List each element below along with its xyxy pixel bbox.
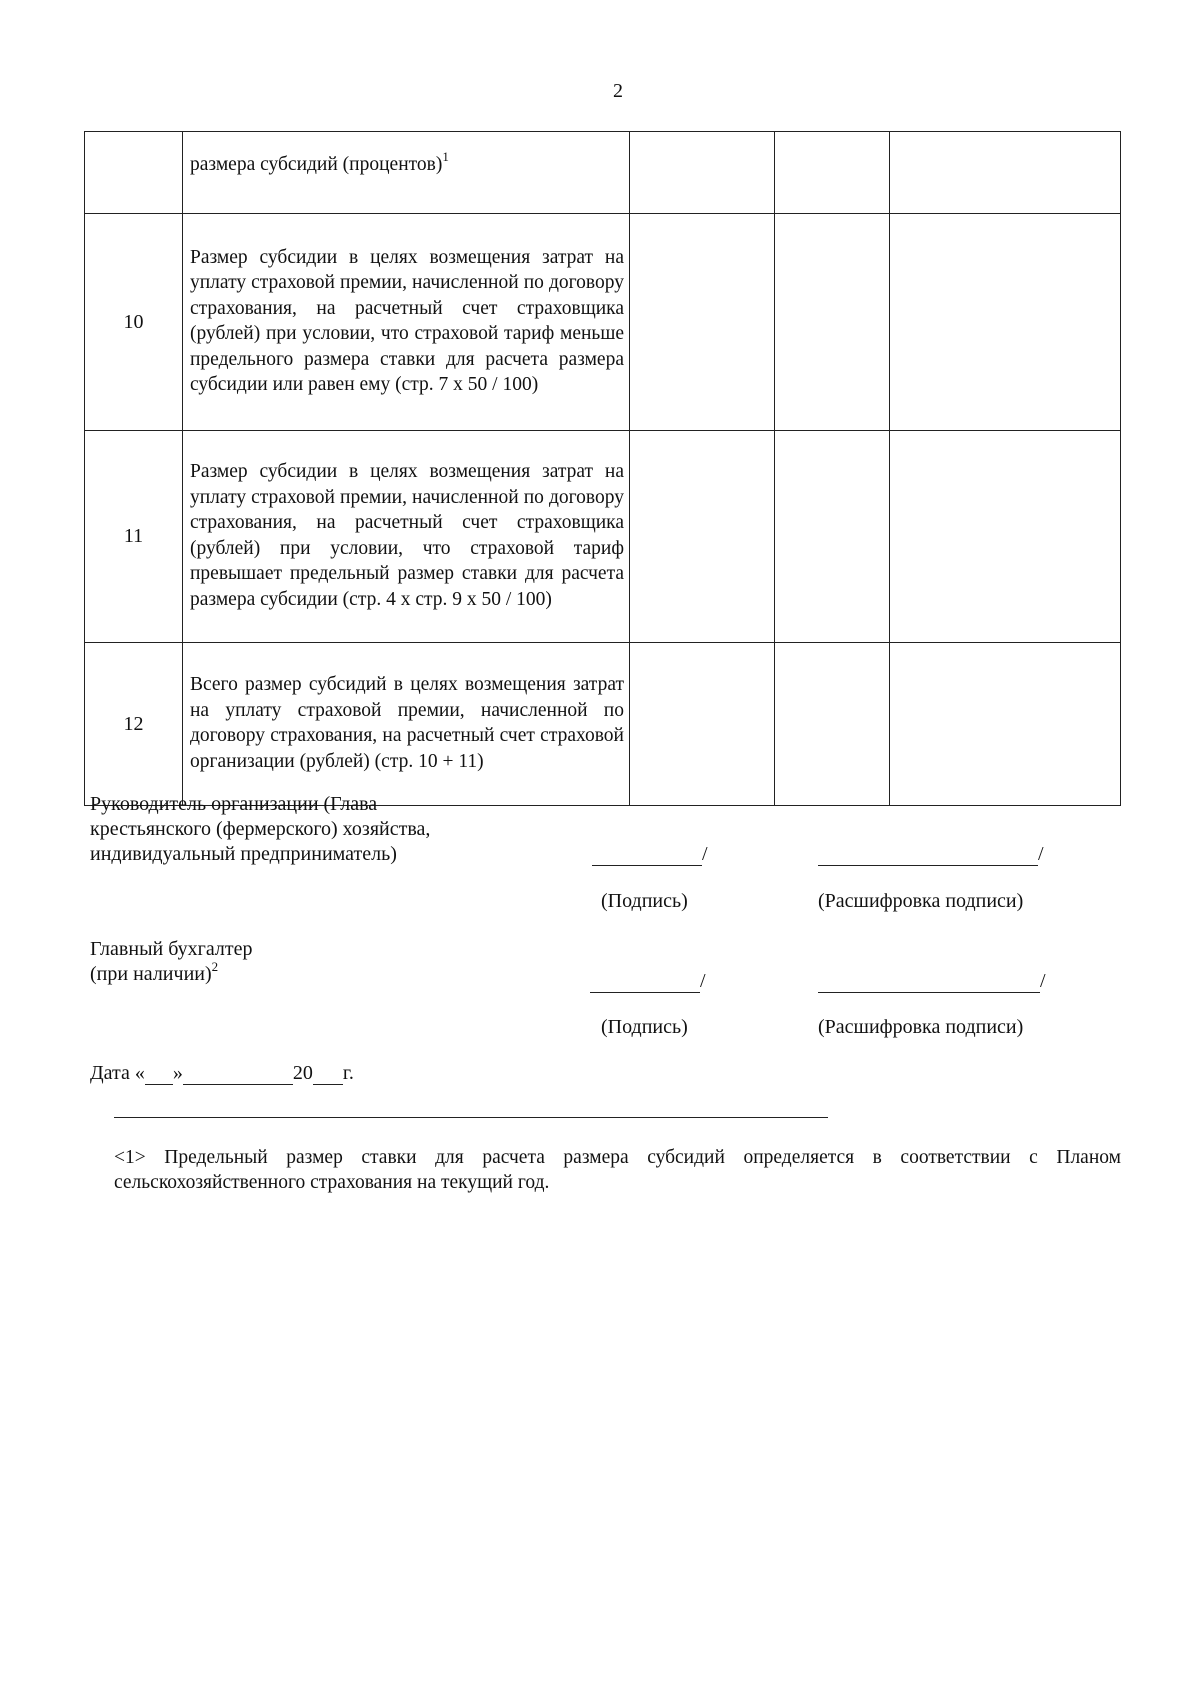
head-label-line2: крестьянского (фермерского) хозяйства, [90,818,431,840]
subsidy-calculation-table [84,131,1121,806]
value-cell[interactable] [630,643,775,806]
value-cell[interactable] [775,643,890,806]
slash: / [702,843,708,865]
footnote-text: <1> Предельный размер ставки для расчета размера субсидий определяется в соответствии с Планом сельскохозяйственного страхования на текущий год. [114,1147,1121,1193]
table-row [85,214,1121,431]
decryption-underline [818,972,1040,993]
row-number-cell: 12 [85,643,183,806]
accountant-label-line1: Главный бухгалтер [90,938,253,960]
value-cell[interactable] [630,214,775,431]
footnote-marker: 1 [442,149,449,164]
signature-underline [590,972,700,993]
accountant-signature-caption: (Подпись) [601,1016,688,1038]
page-number: 2 [613,80,623,102]
slash: / [1040,970,1046,992]
value-cell[interactable] [890,643,1121,806]
head-decryption-field[interactable] [818,843,1044,866]
signature-underline [592,845,702,866]
value-cell[interactable] [630,132,775,214]
head-decryption-caption: (Расшифровка подписи) [818,890,1024,912]
footnote-divider [114,1117,828,1118]
year-blank[interactable] [313,1064,343,1085]
slash: / [1038,843,1044,865]
value-cell[interactable] [890,132,1121,214]
head-label-line3: индивидуальный предприниматель) [90,843,397,865]
row-description-cell [183,132,630,214]
value-cell[interactable] [890,431,1121,643]
accountant-label-line2: (при наличии)$^2$ [90,959,219,985]
slash: / [700,970,706,992]
day-blank[interactable] [145,1064,173,1085]
row-description-cell: Всего размер субсидий в целях возмещения затрат на уплату страховой премии, начисленной по договору страхования, на расчетный счет страховой организации (рублей) (стр. 10 + 11) [183,643,630,806]
value-cell[interactable] [890,214,1121,431]
date-suffix: г. [342,1062,354,1084]
row-description-cell: Размер субсидии в целях возмещения затрат на уплату страховой премии, начисленной по договору страхования, на расчетный счет страховщика (рублей) при условии, что страховой тариф меньше предельного размера ставки для расчета размера субсидии или равен ему (стр. 7 х 50 / 100) [183,214,630,431]
accountant-signature-label [90,937,252,987]
row-number-cell: 11 [85,431,183,643]
head-signature-field[interactable] [592,843,708,866]
row-description-cell: Размер субсидии в целях возмещения затрат на уплату страховой премии, начисленной по договору страхования, на расчетный счет страховщика (рублей) при условии, что страховой тариф превышает предельный размер ставки для расчета размера субсидии (стр. 4 х стр. 9 х 50 / 100) [183,431,630,643]
row-number-cell: 10 [85,214,183,431]
footnote-marker: 2 [211,959,219,974]
date-mid: » [172,1062,183,1084]
value-cell[interactable] [775,431,890,643]
year-prefix: 20 [292,1062,313,1084]
value-cell[interactable] [775,132,890,214]
date-field[interactable] [90,1062,354,1085]
row-description-text: размера субсидий (процентов) [190,154,443,175]
month-blank[interactable] [183,1064,293,1085]
accountant-signature-field[interactable] [590,970,706,993]
table-row [85,643,1121,806]
table-row [85,132,1121,214]
value-cell[interactable] [775,214,890,431]
accountant-decryption-caption: (Расшифровка подписи) [818,1016,1024,1038]
head-label-line1: Руководитель организации (Глава [90,793,378,815]
table-row [85,431,1121,643]
decryption-underline [818,845,1038,866]
date-prefix: Дата « [90,1062,145,1084]
head-signature-label [90,792,430,867]
accountant-decryption-field[interactable] [818,970,1046,993]
head-signature-caption: (Подпись) [601,890,688,912]
value-cell[interactable] [630,431,775,643]
row-number-cell [85,132,183,214]
